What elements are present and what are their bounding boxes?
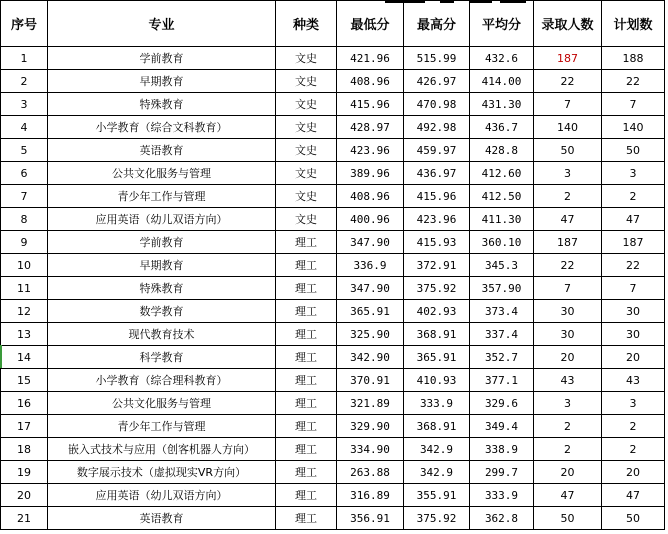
cell-plan[interactable]: 30 (602, 323, 665, 346)
cell-max[interactable]: 342.9 (404, 461, 470, 484)
cell-min[interactable]: 365.91 (337, 300, 404, 323)
cell-avg[interactable]: 333.9 (470, 484, 534, 507)
cell-type[interactable]: 文史 (276, 162, 337, 185)
cell-major[interactable]: 现代教育技术 (48, 323, 276, 346)
cell-no[interactable]: 10 (1, 254, 48, 277)
cell-min[interactable]: 336.9 (337, 254, 404, 277)
cell-type[interactable]: 文史 (276, 70, 337, 93)
cell-plan[interactable]: 50 (602, 139, 665, 162)
table-row (1, 254, 665, 277)
cell-major[interactable]: 小学教育（综合文科教育） (48, 116, 276, 139)
cell-admitted[interactable]: 43 (534, 369, 602, 392)
cell-max[interactable]: 515.99 (404, 47, 470, 70)
cell-avg[interactable]: 338.9 (470, 438, 534, 461)
cell-admitted[interactable]: 3 (534, 162, 602, 185)
cell-min[interactable]: 408.96 (337, 185, 404, 208)
cell-admitted[interactable]: 30 (534, 323, 602, 346)
cell-avg[interactable]: 431.30 (470, 93, 534, 116)
table-row (1, 300, 665, 323)
cell-admitted[interactable]: 22 (534, 70, 602, 93)
header-cell-plan[interactable]: 计划数 (602, 1, 665, 47)
table-row (1, 185, 665, 208)
cell-major[interactable]: 学前教育 (48, 47, 276, 70)
cell-plan[interactable]: 22 (602, 70, 665, 93)
cell-no[interactable]: 14 (1, 346, 48, 369)
cell-plan[interactable]: 3 (602, 392, 665, 415)
table-row (1, 507, 665, 530)
cell-max[interactable]: 423.96 (404, 208, 470, 231)
cell-min[interactable]: 316.89 (337, 484, 404, 507)
cell-plan[interactable]: 30 (602, 300, 665, 323)
table-row (1, 47, 665, 70)
cell-max[interactable]: 402.93 (404, 300, 470, 323)
cell-no[interactable]: 3 (1, 93, 48, 116)
cell-plan[interactable]: 2 (602, 438, 665, 461)
cell-major[interactable]: 数学教育 (48, 300, 276, 323)
table-row (1, 208, 665, 231)
cell-avg[interactable]: 360.10 (470, 231, 534, 254)
header-cell-major[interactable]: 专业 (48, 1, 276, 47)
cell-avg[interactable]: 428.8 (470, 139, 534, 162)
table-row (1, 392, 665, 415)
cell-admitted[interactable]: 2 (534, 415, 602, 438)
cell-no[interactable]: 1 (1, 47, 48, 70)
cell-no[interactable]: 2 (1, 70, 48, 93)
cell-max[interactable]: 333.9 (404, 392, 470, 415)
cell-min[interactable]: 329.90 (337, 415, 404, 438)
row-selection-marker (0, 345, 2, 368)
cell-admitted[interactable]: 7 (534, 277, 602, 300)
cell-avg[interactable]: 414.00 (470, 70, 534, 93)
cell-major[interactable]: 公共文化服务与管理 (48, 162, 276, 185)
cell-plan[interactable]: 188 (602, 47, 665, 70)
cell-max[interactable]: 375.92 (404, 507, 470, 530)
cell-min[interactable]: 421.96 (337, 47, 404, 70)
cell-plan[interactable]: 50 (602, 507, 665, 530)
cell-type[interactable]: 文史 (276, 139, 337, 162)
cell-min[interactable]: 325.90 (337, 323, 404, 346)
cell-major[interactable]: 英语教育 (48, 139, 276, 162)
cell-plan[interactable]: 187 (602, 231, 665, 254)
cell-no[interactable]: 7 (1, 185, 48, 208)
cell-no[interactable]: 5 (1, 139, 48, 162)
cell-major[interactable]: 小学教育（综合理科教育） (48, 369, 276, 392)
cell-type[interactable]: 理工 (276, 254, 337, 277)
cell-admitted[interactable]: 140 (534, 116, 602, 139)
cell-type[interactable]: 文史 (276, 185, 337, 208)
cell-admitted[interactable]: 47 (534, 484, 602, 507)
cell-major[interactable]: 嵌入式技术与应用（创客机器人方向） (48, 438, 276, 461)
cell-min[interactable]: 389.96 (337, 162, 404, 185)
cell-type[interactable]: 理工 (276, 392, 337, 415)
cell-admitted[interactable]: 30 (534, 300, 602, 323)
table-row (1, 277, 665, 300)
cell-max[interactable]: 368.91 (404, 415, 470, 438)
table-row (1, 231, 665, 254)
cell-plan[interactable]: 140 (602, 116, 665, 139)
cell-no[interactable]: 16 (1, 392, 48, 415)
cell-min[interactable]: 334.90 (337, 438, 404, 461)
cell-type[interactable]: 理工 (276, 484, 337, 507)
cell-max[interactable]: 470.98 (404, 93, 470, 116)
cell-min[interactable]: 423.96 (337, 139, 404, 162)
cell-max[interactable]: 410.93 (404, 369, 470, 392)
cell-no[interactable]: 6 (1, 162, 48, 185)
cell-admitted[interactable]: 20 (534, 346, 602, 369)
cell-admitted[interactable]: 47 (534, 208, 602, 231)
cell-avg[interactable]: 373.4 (470, 300, 534, 323)
table-row (1, 70, 665, 93)
cell-type[interactable]: 理工 (276, 415, 337, 438)
cell-no[interactable]: 11 (1, 277, 48, 300)
table-row (1, 484, 665, 507)
header-cell-avg[interactable]: 平均分 (470, 1, 534, 47)
cell-major[interactable]: 应用英语（幼儿双语方向） (48, 208, 276, 231)
cell-no[interactable]: 12 (1, 300, 48, 323)
cell-major[interactable]: 早期教育 (48, 70, 276, 93)
cell-avg[interactable]: 337.4 (470, 323, 534, 346)
cell-admitted[interactable]: 50 (534, 507, 602, 530)
header-cell-max[interactable]: 最高分 (404, 1, 470, 47)
cell-max[interactable]: 415.96 (404, 185, 470, 208)
cell-avg[interactable]: 329.6 (470, 392, 534, 415)
cell-plan[interactable]: 7 (602, 277, 665, 300)
header-row (1, 1, 665, 47)
cell-min[interactable]: 321.89 (337, 392, 404, 415)
cell-max[interactable]: 342.9 (404, 438, 470, 461)
cell-admitted[interactable]: 50 (534, 139, 602, 162)
cell-admitted[interactable]: 187 (534, 231, 602, 254)
cell-max[interactable]: 415.93 (404, 231, 470, 254)
cell-min[interactable]: 415.96 (337, 93, 404, 116)
cell-plan[interactable]: 2 (602, 415, 665, 438)
cell-avg[interactable]: 436.7 (470, 116, 534, 139)
cell-plan[interactable]: 20 (602, 461, 665, 484)
cell-avg[interactable]: 357.90 (470, 277, 534, 300)
cell-type[interactable]: 文史 (276, 116, 337, 139)
table-row (1, 369, 665, 392)
cell-admitted[interactable]: 187 (534, 47, 602, 70)
cell-type[interactable]: 理工 (276, 277, 337, 300)
cell-avg[interactable]: 352.7 (470, 346, 534, 369)
cell-major[interactable]: 数字展示技术（虚拟现实VR方向） (48, 461, 276, 484)
cell-type[interactable]: 理工 (276, 369, 337, 392)
cell-no[interactable]: 17 (1, 415, 48, 438)
cell-major[interactable]: 青少年工作与管理 (48, 415, 276, 438)
cell-type[interactable]: 理工 (276, 231, 337, 254)
cell-plan[interactable]: 20 (602, 346, 665, 369)
cell-avg[interactable]: 412.50 (470, 185, 534, 208)
cell-no[interactable]: 19 (1, 461, 48, 484)
cell-max[interactable]: 375.92 (404, 277, 470, 300)
cell-avg[interactable]: 411.30 (470, 208, 534, 231)
cell-no[interactable]: 15 (1, 369, 48, 392)
cell-plan[interactable]: 47 (602, 208, 665, 231)
cell-avg[interactable]: 377.1 (470, 369, 534, 392)
cell-major[interactable]: 公共文化服务与管理 (48, 392, 276, 415)
cell-admitted[interactable]: 2 (534, 438, 602, 461)
header-cell-no[interactable]: 序号 (1, 1, 48, 47)
cell-admitted[interactable]: 20 (534, 461, 602, 484)
cell-min[interactable]: 428.97 (337, 116, 404, 139)
cell-admitted[interactable]: 3 (534, 392, 602, 415)
header-cell-admitted[interactable]: 录取人数 (534, 1, 602, 47)
cell-avg[interactable]: 432.6 (470, 47, 534, 70)
cell-max[interactable]: 436.97 (404, 162, 470, 185)
cell-avg[interactable]: 299.7 (470, 461, 534, 484)
table-row (1, 415, 665, 438)
cell-min[interactable]: 263.88 (337, 461, 404, 484)
cell-no[interactable]: 21 (1, 507, 48, 530)
table-row (1, 438, 665, 461)
table-row (1, 116, 665, 139)
cell-plan[interactable]: 43 (602, 369, 665, 392)
cell-min[interactable]: 408.96 (337, 70, 404, 93)
cell-max[interactable]: 368.91 (404, 323, 470, 346)
cell-admitted[interactable]: 2 (534, 185, 602, 208)
cell-avg[interactable]: 362.8 (470, 507, 534, 530)
table-row (1, 461, 665, 484)
cell-plan[interactable]: 3 (602, 162, 665, 185)
cell-no[interactable]: 4 (1, 116, 48, 139)
cell-major[interactable]: 特殊教育 (48, 277, 276, 300)
table-row (1, 139, 665, 162)
cell-major[interactable]: 应用英语（幼儿双语方向） (48, 484, 276, 507)
cell-max[interactable]: 492.98 (404, 116, 470, 139)
cell-type[interactable]: 文史 (276, 93, 337, 116)
cell-avg[interactable]: 345.3 (470, 254, 534, 277)
cell-no[interactable]: 18 (1, 438, 48, 461)
cell-min[interactable]: 347.90 (337, 277, 404, 300)
cell-no[interactable]: 8 (1, 208, 48, 231)
table-row (1, 323, 665, 346)
cell-max[interactable]: 365.91 (404, 346, 470, 369)
cell-no[interactable]: 9 (1, 231, 48, 254)
cell-no[interactable]: 13 (1, 323, 48, 346)
cell-plan[interactable]: 22 (602, 254, 665, 277)
cell-min[interactable]: 347.90 (337, 231, 404, 254)
cell-min[interactable]: 356.91 (337, 507, 404, 530)
cell-max[interactable]: 355.91 (404, 484, 470, 507)
cell-min[interactable]: 370.91 (337, 369, 404, 392)
cell-max[interactable]: 426.97 (404, 70, 470, 93)
cell-major[interactable]: 特殊教育 (48, 93, 276, 116)
cell-major[interactable]: 英语教育 (48, 507, 276, 530)
cell-major[interactable]: 青少年工作与管理 (48, 185, 276, 208)
cell-type[interactable]: 理工 (276, 300, 337, 323)
cell-plan[interactable]: 7 (602, 93, 665, 116)
table-row (1, 346, 665, 369)
cell-type[interactable]: 理工 (276, 346, 337, 369)
table-row (1, 93, 665, 116)
cell-major[interactable]: 早期教育 (48, 254, 276, 277)
cell-plan[interactable]: 47 (602, 484, 665, 507)
cell-admitted[interactable]: 7 (534, 93, 602, 116)
cell-major[interactable]: 学前教育 (48, 231, 276, 254)
header-cell-min[interactable]: 最低分 (337, 1, 404, 47)
cell-major[interactable]: 科学教育 (48, 346, 276, 369)
cell-min[interactable]: 400.96 (337, 208, 404, 231)
cell-type[interactable]: 文史 (276, 47, 337, 70)
cell-type[interactable]: 文史 (276, 208, 337, 231)
cell-no[interactable]: 20 (1, 484, 48, 507)
cell-admitted[interactable]: 22 (534, 254, 602, 277)
cell-max[interactable]: 459.97 (404, 139, 470, 162)
cell-type[interactable]: 理工 (276, 323, 337, 346)
table-row (1, 162, 665, 185)
cell-type[interactable]: 理工 (276, 438, 337, 461)
table-body (1, 47, 665, 530)
cell-plan[interactable]: 2 (602, 185, 665, 208)
cell-type[interactable]: 理工 (276, 507, 337, 530)
cell-max[interactable]: 372.91 (404, 254, 470, 277)
cell-min[interactable]: 342.90 (337, 346, 404, 369)
cell-avg[interactable]: 412.60 (470, 162, 534, 185)
header-cell-type[interactable]: 种类 (276, 1, 337, 47)
cell-type[interactable]: 理工 (276, 461, 337, 484)
cell-avg[interactable]: 349.4 (470, 415, 534, 438)
